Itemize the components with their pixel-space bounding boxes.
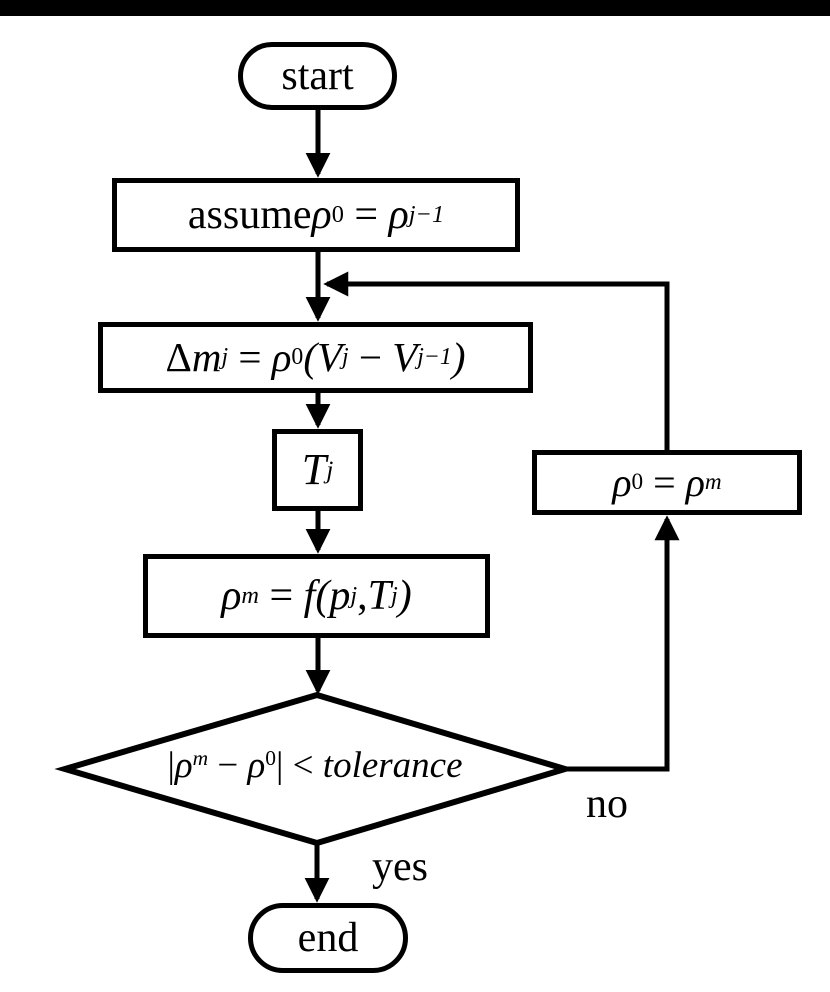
end-label: end [297, 915, 359, 961]
end-node [248, 903, 408, 973]
yes-label-text: yes [372, 844, 428, 890]
no-branch-label [567, 783, 647, 825]
update-density-box: ρ 0 = ρ m [532, 450, 802, 515]
density-eos-box: ρ m = f ( p j , T j ) [143, 554, 490, 638]
temperature-box: T j [272, 429, 363, 511]
no-label-text: no [586, 781, 628, 827]
start-label: start [281, 53, 354, 99]
start-node [238, 42, 397, 110]
decision-condition-text: $|\rho^m - \rho^0|$ < tolerance [167, 745, 463, 786]
edge-decision-no-to-update [565, 519, 667, 769]
yes-branch-label [360, 846, 440, 888]
mass-increment-box: Δ m j = ρ 0 ( V j − V j−1 ) [98, 322, 533, 393]
assume-density-box: assume ρ 0 = ρ j−1 [112, 178, 520, 252]
